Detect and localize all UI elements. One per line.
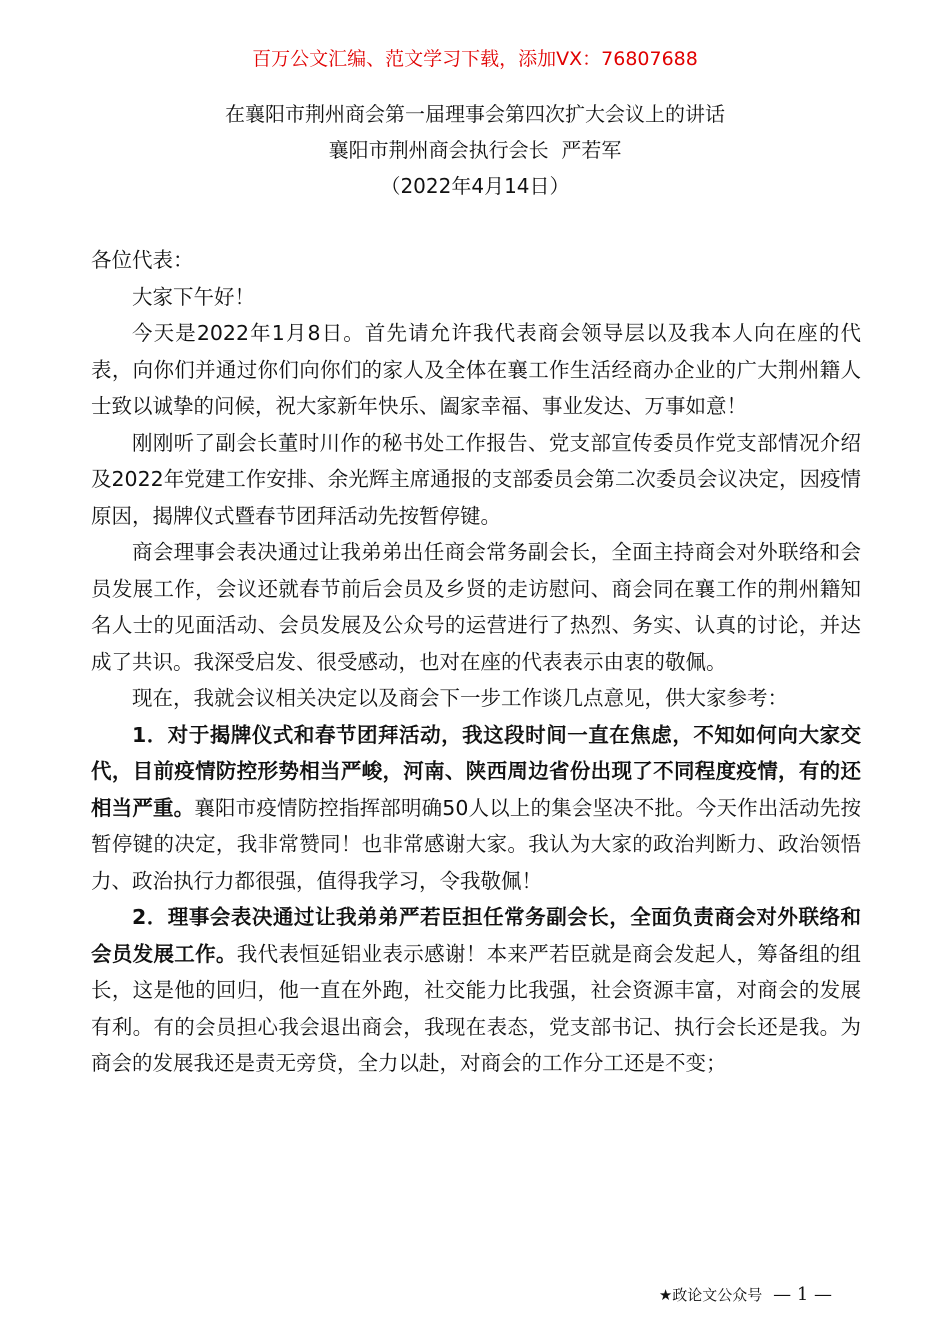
salutation: 各位代表：	[91, 248, 194, 272]
paragraph-6	[91, 899, 861, 1082]
document-body	[91, 242, 861, 1082]
header-banner: 百万公文汇编、范文学习下载，添加VX：76807688	[252, 48, 698, 70]
footer-source: ★政论文公众号	[658, 1286, 763, 1304]
point-1-heading: 1．对于揭牌仪式和春节团拜活动，我这段时间一直在焦虑，不知如何向大家交代，目前疫情防控形势相当严峻，河南、陕西周边省份出现了不同程度疫情，有的还相当严重。	[91, 722, 861, 820]
point-1-text: 襄阳市疫情防控指挥部明确50人以上的集会坚决不批。今天作出活动先按暂停键的决定，我非常赞同！也非常感谢大家。我认为大家的政治判断力、政治领悟力、政治执行力都很强，值得我学习，令我敬佩！	[91, 795, 861, 893]
greeting: 大家下午好！	[132, 284, 255, 309]
paragraph-1: 今天是2022年1月8日。首先请允许我代表商会领导层以及我本人向在座的代表，向你们并通过你们向你们的家人及全体在襄工作生活经商办企业的广大荆州籍人士致以诚挚的问候，祝大家新年快乐、阖家幸福、事业发达、万事如意！	[91, 321, 861, 418]
title-block	[0, 96, 950, 204]
paragraph-2: 刚刚听了副会长董时川作的秘书处工作报告、党支部宣传委员作党支部情况介绍及2022年党建工作安排、余光辉主席通报的支部委员会第二次委员会议决定，因疫情原因，揭牌仪式暨春节团拜活动先按暂停键。	[91, 430, 861, 528]
speaker-line: 襄阳市荆州商会执行会长 严若军	[328, 138, 622, 162]
speech-date: （2022年4月14日）	[380, 174, 570, 198]
paragraph-4: 现在，我就会议相关决定以及商会下一步工作谈几点意见，供大家参考：	[132, 686, 788, 710]
paragraph-3: 商会理事会表决通过让我弟弟出任商会常务副会长，全面主持商会对外联络和会员发展工作，会议还就春节前后会员及乡贤的走访慰问、商会同在襄工作的荆州籍知名人士的见面活动、会员发展及公众号的运营进行了热烈、务实、认真的讨论，并达成了共识。我深受启发、很受感动，也对在座的代表表示由衷的敬佩。	[91, 540, 861, 674]
point-2-heading: 2．理事会表决通过让我弟弟严若臣担任常务副会长，全面负责商会对外联络和会员发展工作。	[91, 905, 861, 966]
point-2-text: 我代表恒延铝业表示感谢！本来严若臣就是商会发起人，筹备组的组长，这是他的回归，他一直在外跑，社交能力比我强，社会资源丰富，对商会的发展有利。有的会员担心我会退出商会，我现在表态，党支部书记、执行会长还是我。为商会的发展我还是责无旁贷，全力以赴，对商会的工作分工还是不变；	[91, 941, 862, 1075]
page-footer	[659, 1284, 832, 1306]
page-number: — 1 —	[773, 1284, 832, 1305]
paragraph-5	[91, 717, 861, 900]
speech-title: 在襄阳市荆州商会第一届理事会第四次扩大会议上的讲话	[225, 102, 725, 126]
